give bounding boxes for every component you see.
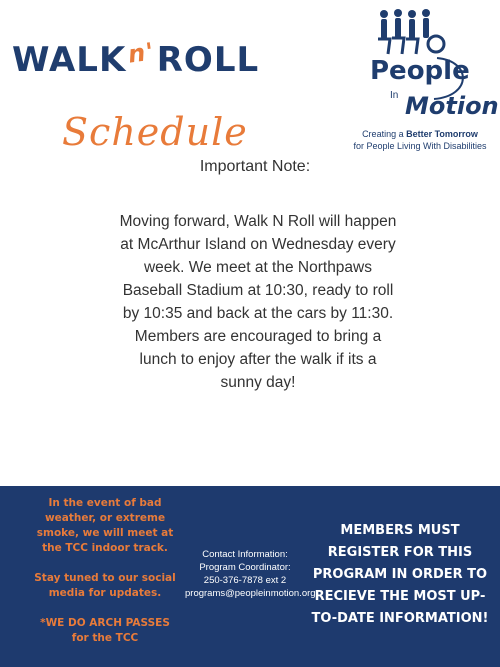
logo-motion-text: Motion bbox=[405, 92, 499, 120]
tagline-pre: Creating a bbox=[362, 129, 407, 139]
title-roll: ROLL bbox=[156, 40, 260, 80]
schedule-subtitle: Schedule bbox=[62, 110, 248, 154]
contact-heading: Contact Information: bbox=[202, 549, 288, 560]
title-walk: WALK bbox=[12, 40, 127, 80]
note-paragraph-1: Moving forward, Walk N Roll will happen at McArthur Island on Wednesday every week. We meet at the Northpaws Baseball Stadium at 10:30, ready to roll by 10:35 and back at the cars by 11:30. bbox=[119, 213, 397, 322]
title-n: n' bbox=[126, 37, 157, 69]
logo-in-text: In bbox=[390, 90, 399, 101]
tagline-bold: Better Tomorrow bbox=[406, 129, 478, 139]
contact-email: programs@peopleinmotion.org bbox=[185, 588, 316, 599]
register-notice: MEMBERS MUST REGISTER FOR THIS PROGRAM IN ORDER TO RECIEVE THE MOST UP-TO-DATE INFORMATION! bbox=[311, 523, 489, 626]
note-heading: Important Note: bbox=[199, 158, 311, 175]
contact-info bbox=[185, 548, 316, 600]
event-title bbox=[12, 37, 260, 80]
weather-note: In the event of bad weather, or extreme smoke, we will meet at the TCC indoor track. bbox=[36, 497, 174, 554]
logo-tagline bbox=[340, 128, 500, 152]
tagline-line2: for People Living With Disabilities bbox=[353, 141, 487, 151]
footer-notices bbox=[30, 496, 180, 661]
people-figures-icon bbox=[376, 8, 446, 56]
contact-phone: 250-376-7878 ext 2 bbox=[203, 575, 287, 586]
social-note: Stay tuned to our social media for updates. bbox=[34, 572, 176, 599]
note-paragraph-2: Members are encouraged to bring a lunch to enjoy after the walk if its a sunny day! bbox=[134, 328, 382, 391]
contact-role: Program Coordinator: bbox=[199, 562, 291, 573]
note-body bbox=[118, 210, 398, 394]
arch-pass-note: *WE DO ARCH PASSES for the TCC bbox=[40, 617, 170, 644]
logo-people-text: People bbox=[370, 56, 470, 86]
